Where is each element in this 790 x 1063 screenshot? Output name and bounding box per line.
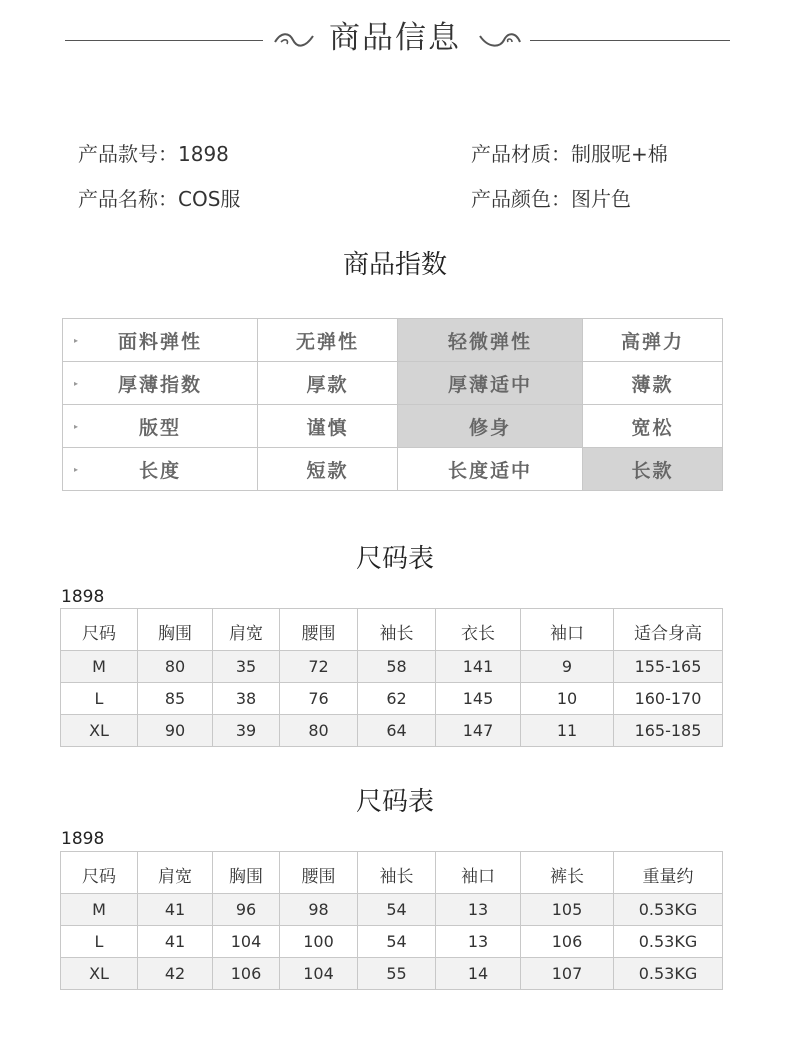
table-row (61, 715, 723, 747)
table-cell: 9 (521, 651, 614, 683)
table-cell: 10 (521, 683, 614, 715)
table-cell: 11 (521, 715, 614, 747)
size-table-1-model: 1898 (61, 587, 105, 607)
index-label-text: 面料弹性 (117, 330, 202, 353)
index-option: 轻微弹性 (398, 319, 583, 362)
index-row-label (63, 448, 258, 491)
table-cell: XL (61, 715, 138, 747)
table-cell: 13 (436, 926, 521, 958)
table-cell: 96 (213, 894, 280, 926)
table-cell: 54 (358, 894, 436, 926)
index-label-text: 长度 (138, 459, 181, 482)
index-option: 无弹性 (258, 319, 398, 362)
table-cell: XL (61, 958, 138, 990)
table-header-cell: 袖口 (521, 609, 614, 651)
table-cell: 41 (138, 894, 213, 926)
table-cell: 55 (358, 958, 436, 990)
table-header-cell: 肩宽 (213, 609, 280, 651)
index-option: 谨慎 (258, 405, 398, 448)
bullet-icon: ▸ (74, 422, 79, 431)
index-label-text: 厚薄指数 (117, 373, 202, 396)
table-cell: 141 (436, 651, 521, 683)
index-option: 高弹力 (583, 319, 723, 362)
index-option: 修身 (398, 405, 583, 448)
table-cell: L (61, 683, 138, 715)
index-option: 薄款 (583, 362, 723, 405)
index-label-text: 版型 (138, 416, 181, 439)
table-header-row (61, 609, 723, 651)
table-cell: 72 (280, 651, 358, 683)
table-cell: 39 (213, 715, 280, 747)
table-cell: 35 (213, 651, 280, 683)
table-cell: 0.53KG (614, 958, 723, 990)
table-header-cell: 重量约 (614, 852, 723, 894)
table-header-cell: 尺码 (61, 852, 138, 894)
bullet-icon: ▸ (74, 336, 79, 345)
table-row (61, 683, 723, 715)
table-cell: M (61, 651, 138, 683)
table-header-cell: 腰围 (280, 609, 358, 651)
index-row (63, 448, 723, 491)
table-cell: 62 (358, 683, 436, 715)
table-cell: M (61, 894, 138, 926)
size-table-1-title: 尺码表 (355, 544, 434, 574)
table-cell: 98 (280, 894, 358, 926)
table-cell: 106 (213, 958, 280, 990)
index-option: 厚款 (258, 362, 398, 405)
table-cell: 64 (358, 715, 436, 747)
table-cell: 42 (138, 958, 213, 990)
bullet-icon: ▸ (74, 379, 79, 388)
table-cell: 147 (436, 715, 521, 747)
table-row (61, 926, 723, 958)
table-cell: 85 (138, 683, 213, 715)
table-cell: 107 (521, 958, 614, 990)
info-material: 产品材质：制服呢+棉 (471, 142, 668, 166)
table-header-cell: 衣长 (436, 609, 521, 651)
table-cell: 80 (280, 715, 358, 747)
table-cell: 41 (138, 926, 213, 958)
table-cell: L (61, 926, 138, 958)
table-cell: 104 (213, 926, 280, 958)
table-row (61, 894, 723, 926)
table-header-cell: 适合身高 (614, 609, 723, 651)
index-option: 长度适中 (398, 448, 583, 491)
index-row (63, 319, 723, 362)
table-row (61, 958, 723, 990)
table-cell: 100 (280, 926, 358, 958)
page-title: 商品信息 (329, 20, 461, 56)
index-table (62, 318, 723, 491)
table-row (61, 651, 723, 683)
table-cell: 145 (436, 683, 521, 715)
table-header-cell: 袖长 (358, 609, 436, 651)
table-cell: 160-170 (614, 683, 723, 715)
index-row-label (63, 362, 258, 405)
table-header-cell: 肩宽 (138, 852, 213, 894)
table-cell: 80 (138, 651, 213, 683)
table-header-cell: 腰围 (280, 852, 358, 894)
index-option: 长款 (583, 448, 723, 491)
table-cell: 14 (436, 958, 521, 990)
table-cell: 76 (280, 683, 358, 715)
index-title: 商品指数 (342, 250, 447, 280)
bullet-icon: ▸ (74, 465, 79, 474)
table-cell: 13 (436, 894, 521, 926)
index-option: 短款 (258, 448, 398, 491)
table-header-cell: 尺码 (61, 609, 138, 651)
info-model: 产品款号：1898 (78, 142, 229, 166)
table-header-cell: 胸围 (213, 852, 280, 894)
size-table-2 (60, 851, 723, 990)
index-row (63, 405, 723, 448)
table-cell: 106 (521, 926, 614, 958)
table-cell: 0.53KG (614, 894, 723, 926)
table-cell: 104 (280, 958, 358, 990)
table-cell: 38 (213, 683, 280, 715)
table-header-cell: 袖口 (436, 852, 521, 894)
table-cell: 105 (521, 894, 614, 926)
table-cell: 0.53KG (614, 926, 723, 958)
size-table-1 (60, 608, 723, 747)
index-option: 宽松 (583, 405, 723, 448)
table-header-cell: 裤长 (521, 852, 614, 894)
table-cell: 54 (358, 926, 436, 958)
info-name: 产品名称：COS服 (78, 187, 241, 211)
table-cell: 90 (138, 715, 213, 747)
index-row (63, 362, 723, 405)
table-header-cell: 胸围 (138, 609, 213, 651)
index-row-label (63, 319, 258, 362)
table-cell: 165-185 (614, 715, 723, 747)
index-row-label (63, 405, 258, 448)
table-header-cell: 袖长 (358, 852, 436, 894)
table-cell: 155-165 (614, 651, 723, 683)
table-cell: 58 (358, 651, 436, 683)
table-header-row (61, 852, 723, 894)
index-option: 厚薄适中 (398, 362, 583, 405)
info-color: 产品颜色：图片色 (471, 187, 631, 211)
size-table-2-title: 尺码表 (355, 787, 434, 817)
size-table-2-model: 1898 (61, 829, 105, 849)
